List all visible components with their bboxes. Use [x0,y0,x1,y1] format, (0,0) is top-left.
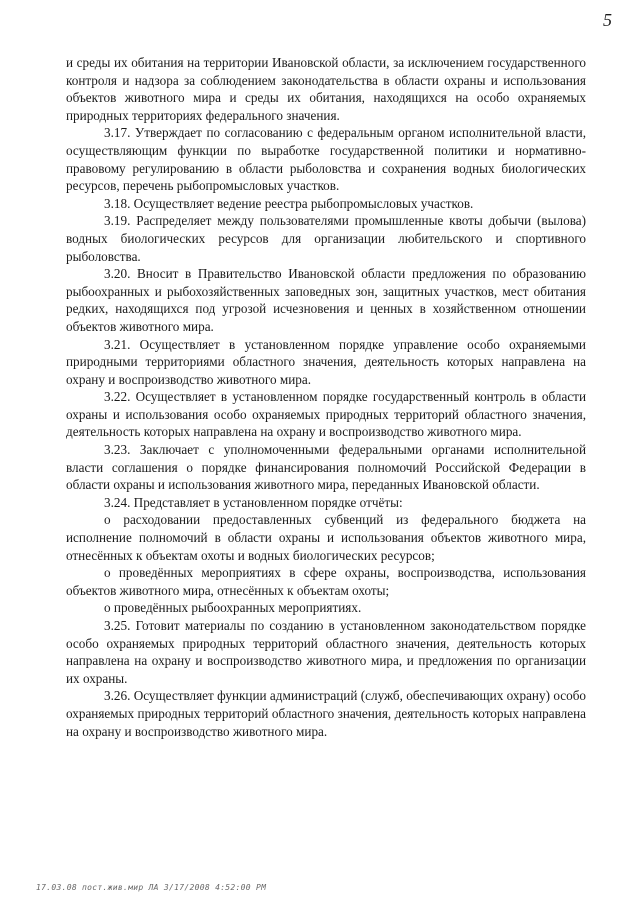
paragraph: 3.17. Утверждает по согласованию с федеральным органом исполнительной власти, осуществляющим функции по выработке государственной политики и нормативно-правовому регулированию в области рыболовства и сохранения водных биологических ресурсов, перечень рыбопромысловых участков. [66,125,586,194]
list-item: о проведённых рыбоохранных мероприятиях. [104,600,362,616]
file-footer: 17.03.08 пост.жив.мир ЛА 3/17/2008 4:52:00 PM [36,883,267,892]
page-number: 5 [603,10,612,30]
paragraph: 3.18. Осуществляет ведение реестра рыбопромысловых участков. [104,195,474,211]
list-item: о расходовании предоставленных субвенций из федерального бюджета на исполнение полномочий в области охраны и использования объектов животного мира, отнесённых к объектам охоты и водных биологических ресурсов; [66,512,586,563]
document-body [66,54,586,740]
paragraph: и среды их обитания на территории Ивановской области, за исключением государственного контроля и надзора за соблюдением законодательства в области охраны и использования объектов животного мира и среды их обитания, находящихся на особо охраняемых природных территориях федерального значения. [66,55,586,123]
paragraph: 3.26. Осуществляет функции администраций (служб, обеспечивающих охрану) особо охраняемых природных территорий областного значения, деятельность которых направлена на охрану и воспроизводство животного мира. [66,688,586,739]
paragraph: 3.21. Осуществляет в установленном порядке управление особо охраняемыми природными территориями областного значения, деятельность которых направлена на охрану и воспроизводство животного мира. [66,336,586,387]
paragraph: 3.24. Представляет в установленном порядке отчёты: [104,494,403,510]
paragraph: 3.25. Готовит материалы по созданию в установленном законодательством порядке особо охраняемых природных территорий областного значения, деятельность которых направлена на охрану и воспроизводство животного мира, и предложения по организации их охраны. [66,618,586,686]
paragraph: 3.19. Распределяет между пользователями промышленные квоты добычи (вылова) водных биологических ресурсов для организации любительского и спортивного рыболовства. [66,213,586,264]
list-item: о проведённых мероприятиях в сфере охраны, воспроизводства, использования объектов животного мира, отнесённых к объектам охоты; [66,565,586,598]
paragraph: 3.23. Заключает с уполномоченными федеральными органами исполнительной власти соглашения о порядке финансирования полномочий Российской Федерации в области охраны и использования животного мира, переданных Ивановской области. [66,442,586,493]
paragraph: 3.20. Вносит в Правительство Ивановской области предложения по образованию рыбоохранных и рыбохозяйственных заповедных зон, защитных участков, мест обитания редких, находящихся под угрозой исчезновения и ценных в хозяйственном отношении объектов животного мира. [66,266,586,334]
paragraph: 3.22. Осуществляет в установленном порядке государственный контроль в области охраны и использования особо охраняемых природных территорий областного значения, деятельность которых направлена на охрану и воспроизводство животного мира. [66,389,586,440]
